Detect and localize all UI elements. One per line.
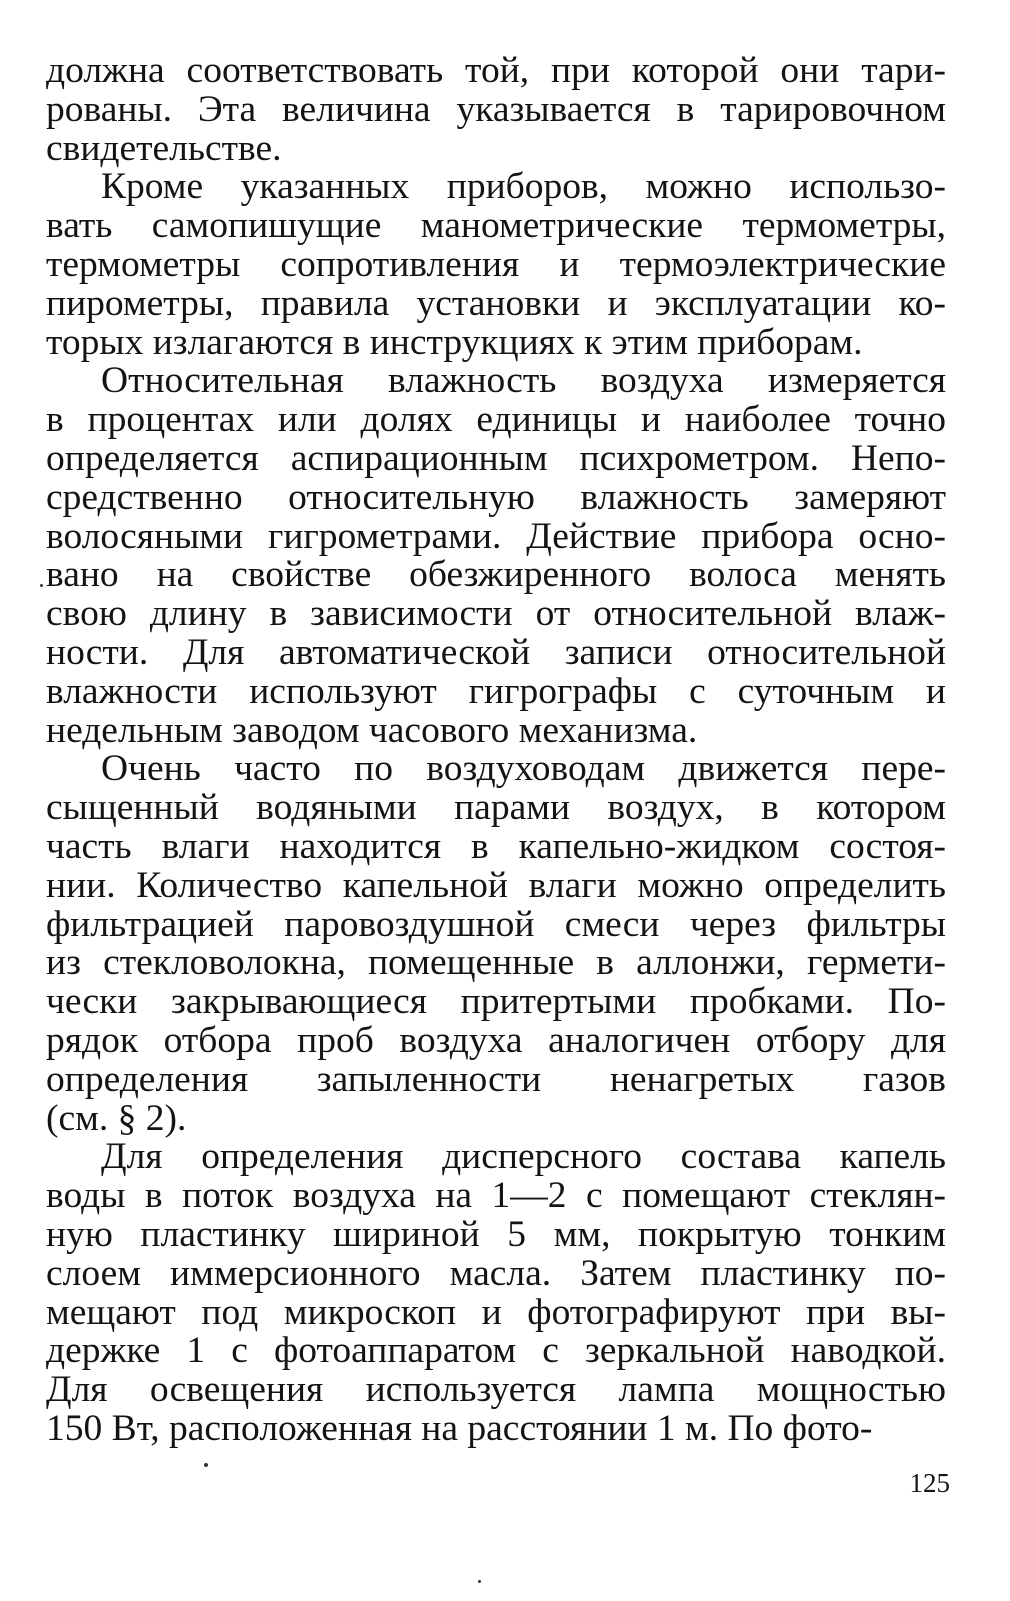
print-speck [204,1463,208,1467]
text-line: слоем иммерсионного масла. Затем пластинку по- [46,1252,946,1294]
text-line: сыщенный водяными парами воздух, в котором [46,787,946,829]
text-line: Кроме указанных приборов, можно использо- [101,166,946,208]
text-line: (см. § 2). [46,1097,187,1139]
paragraph [46,750,946,1138]
text-line: в процентах или долях единицы и наиболее точно [46,399,946,441]
text-line: Для освещения используется лампа мощностью [46,1369,946,1411]
text-line: держке 1 с фотоаппаратом с зеркальной наводкой. [46,1330,946,1372]
paragraph [46,168,946,362]
text-line: торых излагаются в инструкциях к этим приборам. [46,321,863,363]
text-line: недельным заводом часового механизма. [46,709,698,751]
text-line: определения запыленности ненагретых газов [46,1058,946,1100]
text-line: свидетельстве. [46,127,282,169]
paragraph [46,362,946,750]
paragraph [46,52,946,168]
text-line: средственно относительную влажность замеряют [46,476,946,518]
text-line: Относительная влажность воздуха измеряется [101,360,946,402]
text-line: 150 Вт, расположенная на расстоянии 1 м. По фото- [46,1407,873,1449]
text-line: воды в поток воздуха на 1—2 с помещают стеклян- [46,1175,946,1217]
text-line: нии. Количество капельной влаги можно определить [46,864,946,906]
text-line: рядок отбора проб воздуха аналогичен отбору для [46,1019,946,1061]
print-speck [40,584,43,587]
text-line: часть влаги находится в капельно-жидком состоя- [46,825,946,867]
text-line: влажности используют гигрографы с суточным и [46,670,946,712]
text-line: ную пластинку шириной 5 мм, покрытую тонким [46,1213,946,1255]
text-line: Очень часто по воздуховодам движется пере- [101,748,946,790]
page-number: 125 [909,1468,950,1498]
text-line: вано на свойстве обезжиренного волоса менять [46,554,946,596]
text-line: вать самопишущие манометрические термометры, [46,205,946,247]
print-speck [478,1580,481,1583]
text-line: мещают под микроскоп и фотографируют при вы- [46,1291,946,1333]
text-line: из стекловолокна, помещенные в аллонжи, гермети- [46,942,946,984]
text-line: термометры сопротивления и термоэлектрические [46,243,946,285]
text-line: свою длину в зависимости от относительной влаж- [46,593,946,635]
text-line: ности. Для автоматической записи относительной [46,631,946,673]
text-line: пирометры, правила установки и эксплуатации ко- [46,282,946,324]
page-body [46,52,946,1449]
text-line: чески закрывающиеся притертыми пробками. По- [46,981,946,1023]
text-line: Для определения дисперсного состава капель [101,1136,946,1178]
paragraph [46,1138,946,1448]
text-line: должна соответствовать той, при которой они тари- [46,50,946,91]
text-line: волосяными гигрометрами. Действие прибора осно- [46,515,946,557]
text-line: определяется аспирационным психрометром. Непо- [46,437,946,479]
text-line: рованы. Эта величина указывается в тарировочном [46,88,946,130]
text-line: фильтрацией паровоздушной смеси через фильтры [46,903,946,945]
